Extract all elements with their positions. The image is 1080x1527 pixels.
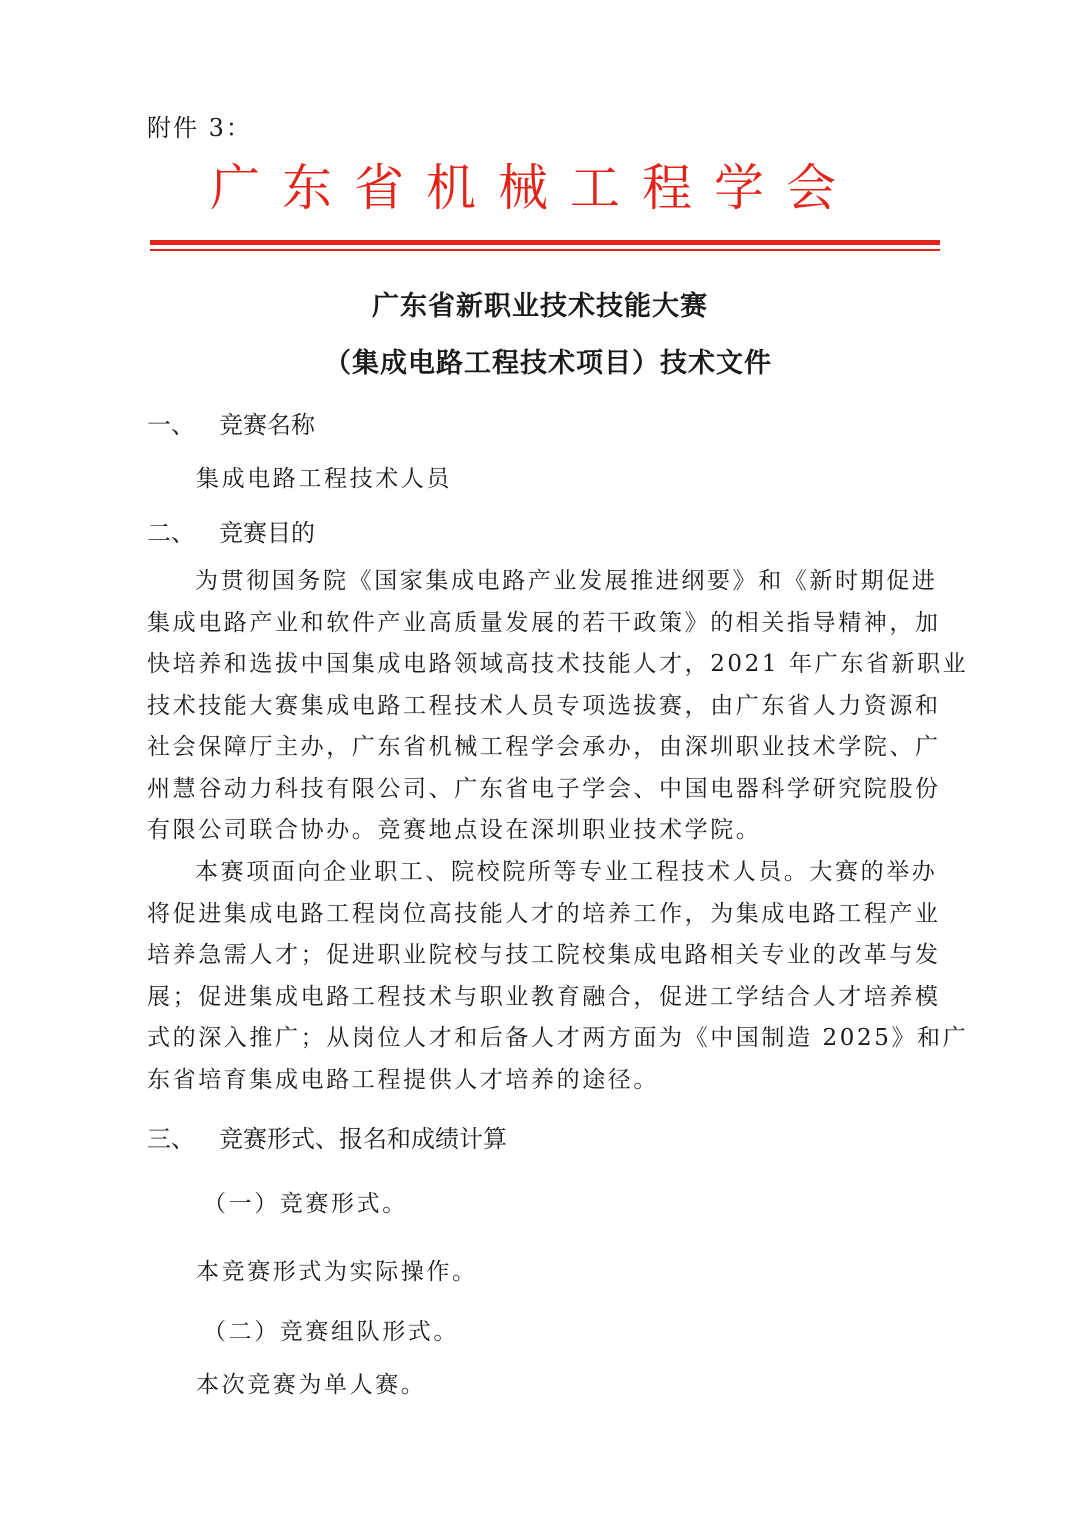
paragraph-line: 本赛项面向企业职工、院校院所等专业工程技术人员。大赛的举办 bbox=[195, 859, 938, 885]
paragraph-line: 集成电路产业和软件产业高质量发展的若干政策》的相关指导精神，加 bbox=[147, 609, 941, 636]
paragraph-line: 培养急需人才；促进职业院校与技工院校集成电路相关专业的改革与发 bbox=[147, 942, 941, 968]
subsection-heading-1: （一）竞赛形式。 bbox=[203, 1191, 408, 1217]
section-heading-3 bbox=[147, 1119, 507, 1154]
section-heading-2 bbox=[147, 513, 315, 548]
section-title: 竞赛名称 bbox=[219, 411, 315, 439]
section-2-paragraph-2 bbox=[147, 852, 969, 1101]
section-1-content: 集成电路工程技术人员 bbox=[196, 466, 452, 492]
paragraph-line: 技术技能大赛集成电路工程技术人员专项选拔赛，由广东省人力资源和 bbox=[147, 692, 941, 719]
paragraph-line: 有限公司联合协办。竞赛地点设在深圳职业技术学院。 bbox=[147, 817, 762, 843]
document-title-line-2: （集成电路工程技术项目）技术文件 bbox=[324, 348, 772, 379]
document-title-line-1: 广东省新职业技术技能大赛 bbox=[372, 291, 708, 322]
paragraph-line: 为贯彻国务院《国家集成电路产业发展推进纲要》和《新时期促进 bbox=[195, 568, 938, 594]
letterhead-rule-thick bbox=[150, 240, 940, 245]
section-2-paragraph-1 bbox=[147, 561, 969, 852]
attachment-label: 附件 3： bbox=[147, 114, 252, 142]
subsection-2-content: 本次竞赛为单人赛。 bbox=[196, 1372, 427, 1398]
paragraph-line: 社会保障厅主办，广东省机械工程学会承办，由深圳职业技术学院、广 bbox=[147, 734, 941, 760]
paragraph-line: 将促进集成电路工程岗位高技能人才的培养工作，为集成电路工程产业 bbox=[147, 900, 941, 927]
paragraph-line: 快培养和选拔中国集成电路领域高技术技能人才，2021 年广东省新职业 bbox=[147, 651, 969, 677]
organization-letterhead: 广东省机械工程学会 bbox=[210, 159, 858, 217]
section-number: 三、 bbox=[147, 1125, 195, 1153]
section-number: 一、 bbox=[147, 411, 195, 439]
section-heading-1 bbox=[147, 405, 315, 440]
subsection-1-content: 本竞赛形式为实际操作。 bbox=[196, 1259, 478, 1285]
section-title: 竞赛形式、报名和成绩计算 bbox=[219, 1125, 507, 1153]
letterhead-rule-thin bbox=[150, 249, 940, 251]
paragraph-line: 州慧谷动力科技有限公司、广东省电子学会、中国电器科学研究院股份 bbox=[147, 775, 941, 802]
subsection-heading-2: （二）竞赛组队形式。 bbox=[203, 1319, 459, 1345]
paragraph-line: 东省培育集成电路工程提供人才培养的途径。 bbox=[147, 1066, 659, 1093]
paragraph-line: 式的深入推广；从岗位人才和后备人才两方面为《中国制造 2025》和广 bbox=[147, 1025, 969, 1051]
section-title: 竞赛目的 bbox=[219, 519, 315, 547]
section-number: 二、 bbox=[147, 519, 195, 547]
paragraph-line: 展；促进集成电路工程技术与职业教育融合，促进工学结合人才培养模 bbox=[147, 983, 941, 1010]
